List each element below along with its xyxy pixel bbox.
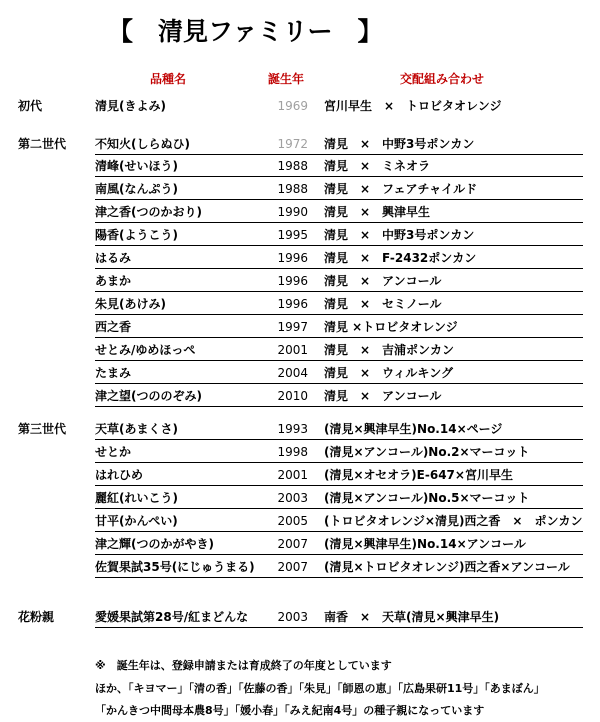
table-row [0,224,600,246]
table-row [0,385,600,407]
variety-name: 津之香(つのかおり) [95,205,202,219]
row-divider [95,383,583,384]
row-divider [95,554,583,555]
table-row [0,464,600,486]
table-row [0,155,600,177]
row-divider [95,462,583,463]
generation-label: 第二世代 [18,137,67,151]
row-divider [95,406,583,407]
row-divider [95,508,583,509]
table-row [0,178,600,200]
cross-combination: 清見 × アンコール [324,389,442,403]
variety-name: 朱見(あけみ) [95,297,166,311]
variety-name: 津之輝(つのかがやき) [95,537,214,551]
variety-name: 愛媛果試第28号/紅まどんな [95,610,249,624]
table-row [0,133,600,155]
table-row [0,556,600,578]
cross-combination: (清見×アンコール)No.5×マーコット [324,491,530,505]
variety-name: 天草(あまくさ) [95,422,178,436]
birth-year: 1996 [277,251,308,265]
birth-year: 2004 [277,366,308,380]
cross-combination: 清見 ×トロビタオレンジ [324,320,458,334]
birth-year: 2005 [277,514,308,528]
cross-combination: (清見×興津早生)No.14×ページ [324,422,503,436]
row-divider [95,485,583,486]
footnote-2: ほか、「キヨマー」「清の香」「佐藤の香」「朱見」「師恩の恵」「広島果研11号」「あまぼん」 [95,682,545,695]
cross-combination: 清見 × 興津早生 [324,205,431,219]
variety-name: 清峰(せいほう) [95,159,178,173]
birth-year: 1988 [277,182,308,196]
table-row [0,487,600,509]
row-divider [95,291,583,292]
variety-name: 清見(きよみ) [95,99,166,113]
row-divider [95,199,583,200]
birth-year: 1993 [277,422,308,436]
row-divider [95,268,583,269]
birth-year: 1997 [277,320,308,334]
table-row [0,247,600,269]
cross-combination: 清見 × フェアチャイルド [324,182,478,196]
header-year: 誕生年 [268,72,305,86]
cross-combination: 清見 × アンコール [324,274,442,288]
birth-year: 1995 [277,228,308,242]
cross-combination: (トロビタオレンジ×清見)西之香 × ポンカン [324,514,583,528]
cross-combination: 宮川早生 × トロビタオレンジ [324,99,502,113]
generation-label: 花粉親 [18,610,55,624]
birth-year: 1988 [277,159,308,173]
footnote-1: ※ 誕生年は、登録申請または育成終了の年度としています [95,659,392,672]
row-divider [95,360,583,361]
birth-year: 1972 [277,137,308,151]
variety-name: たまみ [95,366,132,380]
table-row [0,270,600,292]
variety-name: あまか [95,274,132,288]
variety-name: せとみ/ゆめほっぺ [95,343,196,357]
table-row [0,316,600,338]
row-divider [95,222,583,223]
row-divider [95,531,583,532]
cross-combination: (清見×トロビタオレンジ)西之香×アンコール [324,560,570,574]
variety-name: せとか [95,445,132,459]
cross-combination: 清見 × 中野3号ポンカン [324,137,475,151]
table-row [0,293,600,315]
table-row [0,533,600,555]
row-divider [95,245,583,246]
cross-combination: 清見 × セミノール [324,297,442,311]
birth-year: 1996 [277,297,308,311]
row-divider [95,337,583,338]
row-divider [95,439,583,440]
row-divider [95,577,583,578]
cross-combination: 清見 × ミネオラ [324,159,431,173]
table-row [0,95,600,117]
birth-year: 2001 [277,468,308,482]
cross-combination: (清見×オセオラ)E-647×宮川早生 [324,468,513,482]
birth-year: 1996 [277,274,308,288]
row-divider [95,314,583,315]
birth-year: 2007 [277,537,308,551]
birth-year: 2003 [277,491,308,505]
generation-label: 初代 [18,99,43,113]
table-row [0,362,600,384]
page-title: 【 清見ファミリー 】 [108,17,383,46]
variety-name: はるみ [95,251,132,265]
birth-year: 2007 [277,560,308,574]
table-row [0,201,600,223]
variety-name: 甘平(かんぺい) [95,514,178,528]
birth-year: 1990 [277,205,308,219]
variety-name: 佐賀果試35号(にじゅうまる) [95,560,255,574]
cross-combination: (清見×興津早生)No.14×アンコール [324,537,526,551]
variety-name: 麗紅(れいこう) [95,491,178,505]
cross-combination: 清見 × F-2432ポンカン [324,251,477,265]
table-row [0,510,600,532]
cross-combination: 清見 × 吉浦ポンカン [324,343,455,357]
birth-year: 1998 [277,445,308,459]
variety-name: 陽香(ようこう) [95,228,178,242]
cross-combination: 南香 × 天草(清見×興津早生) [324,610,500,624]
footnote-3: 「かんきつ中間母本農8号」「媛小春」「みえ紀南4号」の種子親になっています [95,704,485,717]
table-row [0,339,600,361]
variety-name: 南風(なんぷう) [95,182,178,196]
birth-year: 1969 [277,99,308,113]
table-row [0,606,600,628]
birth-year: 2010 [277,389,308,403]
table-row [0,441,600,463]
table-row [0,418,600,440]
birth-year: 2003 [277,610,308,624]
cross-combination: 清見 × 中野3号ポンカン [324,228,475,242]
cross-combination: (清見×アンコール)No.2×マーコット [324,445,530,459]
variety-name: はれひめ [95,468,144,482]
birth-year: 2001 [277,343,308,357]
variety-name: 西之香 [95,320,132,334]
row-divider [95,176,583,177]
variety-name: 不知火(しらぬひ) [95,137,190,151]
generation-label: 第三世代 [18,422,67,436]
variety-name: 津之望(つののぞみ) [95,389,202,403]
row-divider [95,627,583,628]
header-variety: 品種名 [150,72,187,86]
cross-combination: 清見 × ウィルキング [324,366,453,380]
header-cross: 交配組み合わせ [400,72,485,86]
